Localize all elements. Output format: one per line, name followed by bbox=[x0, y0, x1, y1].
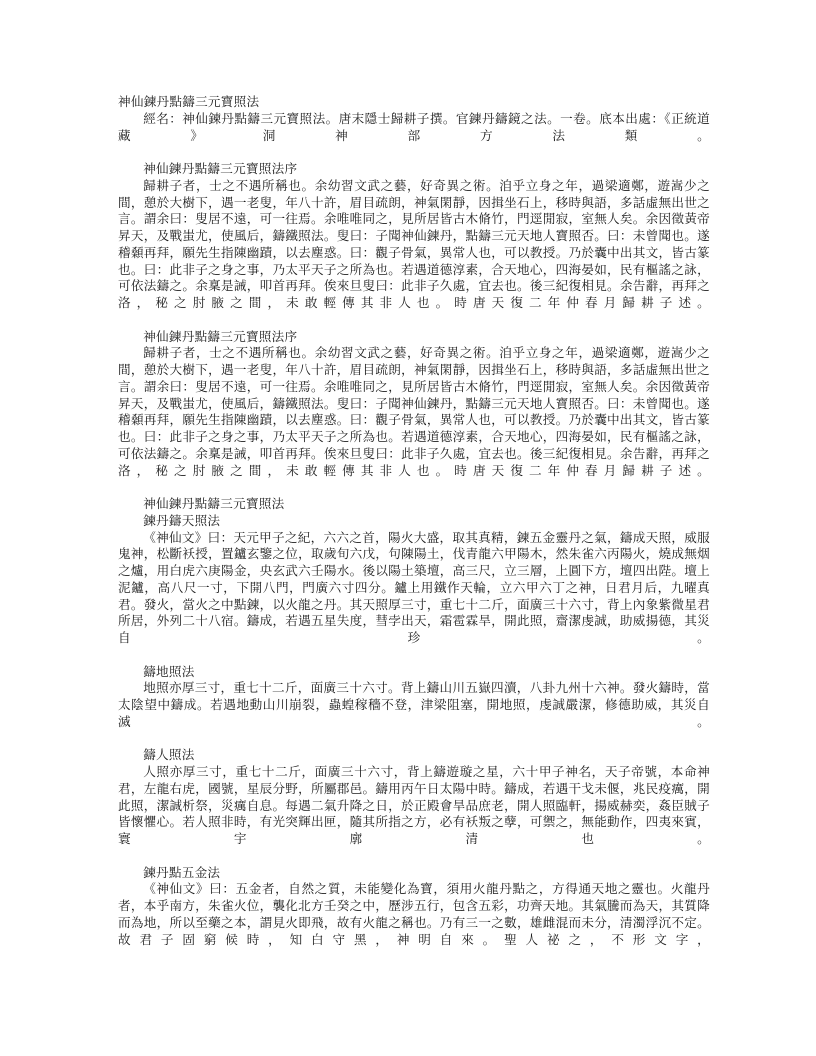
section-body-heaven-mirror: 《神仙文》曰：天元甲子之紀，六六之首，陽火大盛，取其真精，鍊五金靈丹之氣，鑄成天照，威服鬼神，松斷袄授，置鑪玄鑒之位，取歲旬六戊，句陳陽土，伐青龍六甲陽木，然朱雀六丙陽火，燒成無烟之爐，用白虎六庚陽金，央玄武六壬陽水。後以陽土築壇，高三尺，立三層，上圓下方，壇四出陛。壇上泥鑪，高八尺一寸，下開八門，門廣六寸四分。鑪上用鐵作天輪，立六甲六丁之神，日君月后，九曜真君。發火，當火之中點鍊，以火龍之丹。其天照厚三寸，重七十二斤，面廣三十六寸，背上內象紫微星君所居，外列二十八宿。鑄成，若遇五星失度，彗孛出天，霜雹霖旱，開此照，齋潔虔誠，助威揚德，其災自珍。 bbox=[118, 529, 710, 645]
document-sections bbox=[118, 161, 710, 965]
preface-body-2: 歸耕子者，士之不遇所稱也。余幼習文武之藝，好奇異之術。洎乎立身之年，過梁適鄭，遊嵩少之間，憩於大樹下，遇一老叟，年八十許，眉目疏朗，神氣閑靜，因揖坐石上，移時與語，多話虛無出世之言。謂余曰：叟居不遠，可一往焉。余唯唯同之，見所居皆古木脩竹，門逕閒寂，室無人矣。余因徵黃帝昇天，及戰蚩尤，使風后，鑄鐵照法。叟曰：子聞神仙鍊丹，點鑄三元天地人寶照否。曰：未曾聞也。遂稽顙再拜，願先生指陳幽蹟，以去塵惑。曰：觀子骨氣，異常人也，可以教授。乃於囊中出其文，皆古篆也。曰：此非子之身之事，乃太平天子之所為也。若遇道德淳素，合天地心，四海晏如，民有樞謠之詠，可依法鑄之。余稟是誡，叩首再拜。俟來旦叟曰：此非子久處，宜去也。後三紀復相見。余告辭，再拜之洛，秘之肘腋之間，未敢輕傳其非人也。時唐天復二年仲春月歸耕子述。 bbox=[118, 345, 710, 478]
document-body bbox=[118, 94, 710, 965]
document-metadata: 經名：神仙鍊丹點鑄三元寶照法。唐末隱士歸耕子撰。官鍊丹鑄鏡之法。一卷。底本出處：《正統道藏》洞神部方法類。 bbox=[118, 110, 710, 143]
section-body-human-mirror: 人照亦厚三寸，重七十二斤，面廣三十六寸，背上鑄遊璇之星，六十甲子神名，天子帝號，本命神君，左龍右虎，國號，星辰分野，所屬郡邑。鑄用丙午日太陽中時。鑄成，若遇干戈未偃，兆民疫癘，開此照，潔誠析祭，災癘自息。每遇二氣升降之日，於正殿會旱品庶老，開人照臨軒，揚威赫奕，姦臣賊子皆懷懼心。若人照非時，有光突輝出匣，隨其所指之方，必有袄叛之孽，可禦之，無能動作，四夷來賓，寰宇廓清也。 bbox=[118, 764, 710, 846]
section-body-earth-mirror: 地照亦厚三寸，重七十二斤，面廣三十六寸。背上鑄山川五嶽四瀆，八卦九州十六神。發火鑄時，當太陰望中鑄成。若遇地動山川崩裂，蟲蝗稼穡不登，津梁阻塞，開地照，虔誠嚴潔，修德助威，其災自滅。 bbox=[118, 680, 710, 729]
document-title: 神仙鍊丹點鑄三元寶照法 bbox=[118, 94, 260, 109]
preface-heading-1: 神仙鍊丹點鑄三元寶照法序 bbox=[143, 161, 298, 176]
section-heading-heaven-mirror: 鍊丹鑄天照法 bbox=[143, 512, 221, 528]
preface-heading-2: 神仙鍊丹點鑄三元寶照法序 bbox=[143, 328, 298, 344]
section-heading-earth-mirror: 鑄地照法 bbox=[143, 663, 195, 679]
section-heading-human-mirror: 鑄人照法 bbox=[143, 747, 195, 763]
preface-body-1: 歸耕子者，士之不遇所稱也。余幼習文武之藝，好奇異之術。洎乎立身之年，過梁適鄭，遊嵩少之間，憩於大樹下，遇一老叟，年八十許，眉目疏朗，神氣閑靜，因揖坐石上，移時與語，多話虛無出世之言。謂余曰：叟居不遠，可一往焉。余唯唯同之，見所居皆古木脩竹，門逕閒寂，室無人矣。余因徵黃帝昇天，及戰蚩尤，使風后，鑄鐵照法。叟曰：子聞神仙鍊丹，點鑄三元天地人寶照否。曰：未曾聞也。遂稽顙再拜，願先生指陳幽蹟，以去塵惑。曰：觀子骨氣，異常人也，可以教授。乃於囊中出其文，皆古篆也。曰：此非子之身之事，乃太平天子之所為也。若遇道德淳素，合天地心，四海晏如，民有樞謠之詠，可依法鑄之。余稟是誡，叩首再拜。俟來旦叟曰：此非子久處，宜去也。後三紀復相見。余告辭，再拜之洛，秘之肘腋之間，未敢輕傳其非人也。時唐天復二年仲春月歸耕子述。 bbox=[118, 177, 710, 310]
work-title-heading: 神仙鍊丹點鑄三元寶照法 bbox=[143, 496, 285, 511]
section-heading-five-metals: 鍊丹點五金法 bbox=[143, 864, 221, 880]
section-body-five-metals: 《神仙文》曰：五金者，自然之質，未能變化為寶，須用火龍丹點之，方得通天地之靈也。火龍丹者，本乎南方，朱雀火位，襲化北方壬癸之中，歷涉五行，包含五彩，功齊天地。其氣騰而為天，其質降而為地，所以至藥之本，謂見火即飛，故有火龍之稱也。乃有三一之數，雄雌混而未分，清濁浮沉不定。故君子固窮候時，知白守黑，神明自來。聖人祕之，不形文字， bbox=[118, 881, 710, 947]
